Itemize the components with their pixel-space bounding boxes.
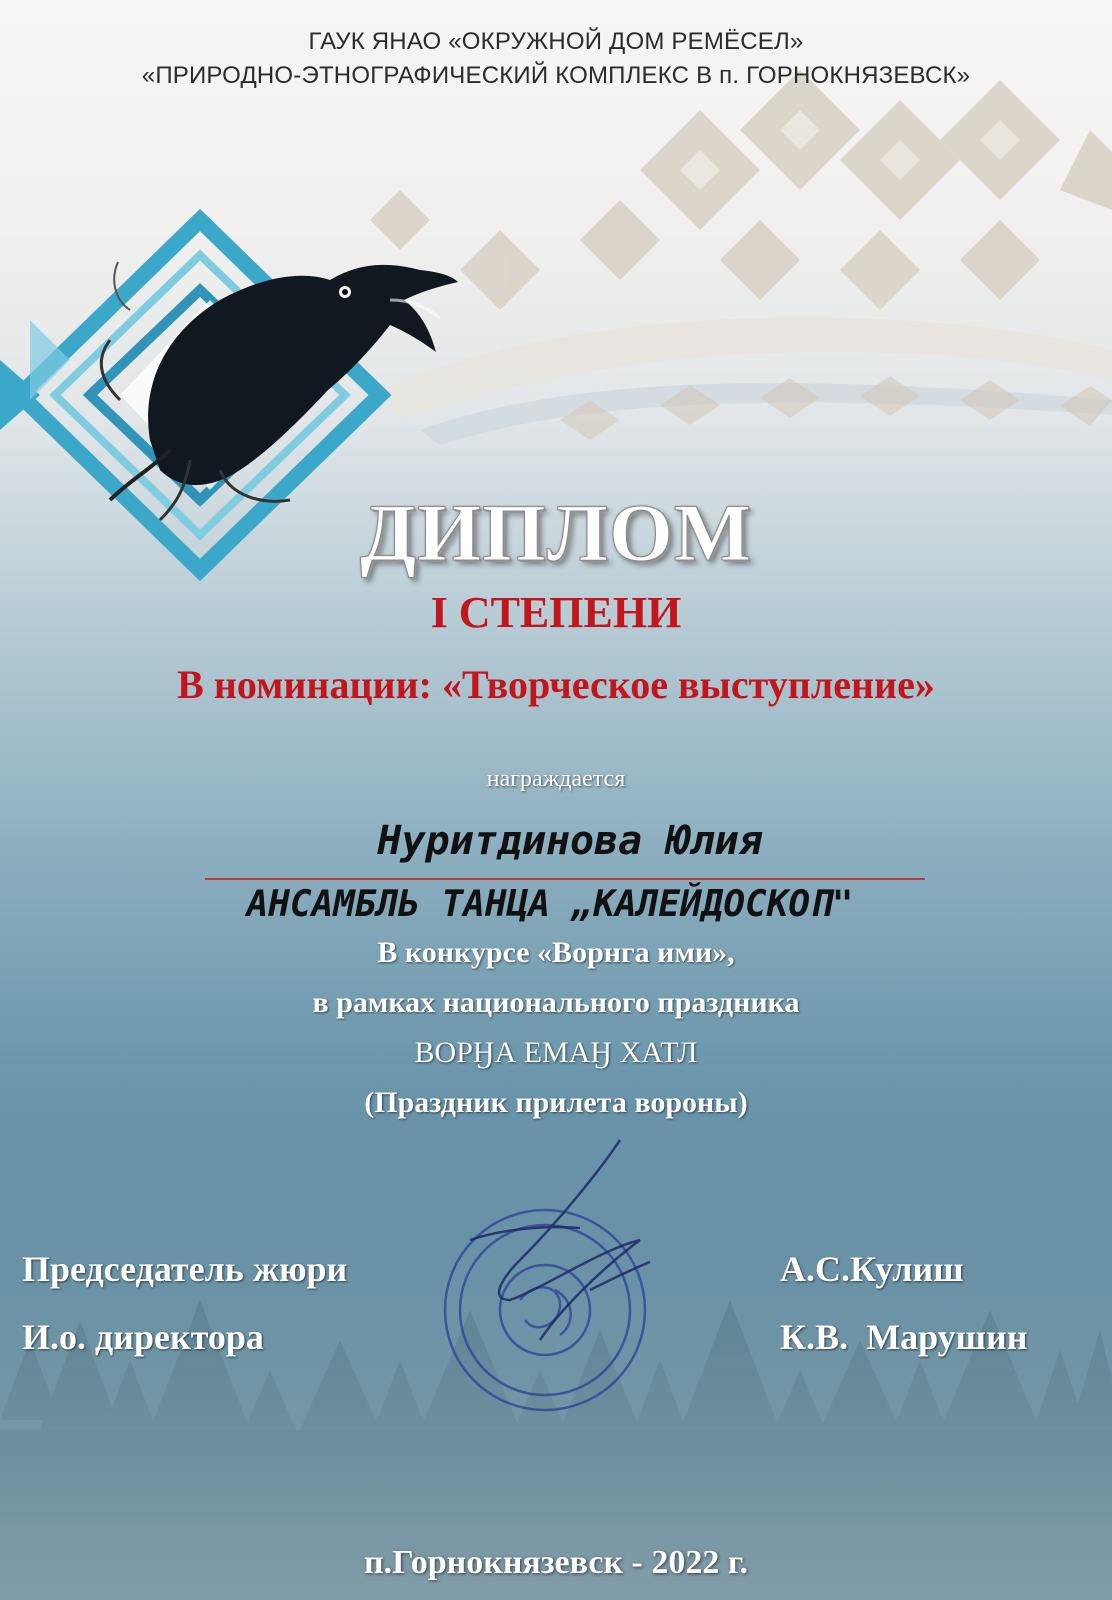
director-name: К.В. Марушин xyxy=(780,1317,1028,1357)
contest-line-4: (Праздник прилета вороны) xyxy=(364,1086,748,1119)
recipient-ensemble: АНСАМБЛЬ ТАНЦА „КАЛЕЙДОСКОП" xyxy=(246,884,854,925)
name-underline xyxy=(205,878,925,880)
chair-role: Председатель жюри xyxy=(22,1249,348,1289)
chair-name: А.С.Кулиш xyxy=(780,1249,964,1289)
organization-line-1: ГАУК ЯНАО «ОКРУЖНОЙ ДОМ РЕМЁСЕЛ» xyxy=(308,28,804,55)
degree-label: I СТЕПЕНИ xyxy=(430,588,682,637)
contest-line-3: ВОРӇА ЕМАӇ ХАТЛ xyxy=(414,1036,698,1069)
director-role: И.о. директора xyxy=(22,1317,264,1357)
contest-line-2: в рамках национального праздника xyxy=(312,986,800,1019)
contest-line-1: В конкурсе «Ворнга ими», xyxy=(377,936,735,969)
nomination-label: В номинации: «Творческое выступление» xyxy=(177,662,935,707)
ornament-pattern xyxy=(370,70,1112,310)
organization-line-2: «ПРИРОДНО-ЭТНОГРАФИЧЕСКИЙ КОМПЛЕКС В п. ГОРНОКНЯЗЕВСК» xyxy=(141,62,971,89)
footer-place-year: п.Горнокнязевск - 2022 г. xyxy=(364,1544,748,1581)
recipient-name: Нуритдинова Юлия xyxy=(377,818,763,864)
document-title: ДИПЛОМ xyxy=(359,487,753,578)
awarded-label: награждается xyxy=(486,766,626,792)
